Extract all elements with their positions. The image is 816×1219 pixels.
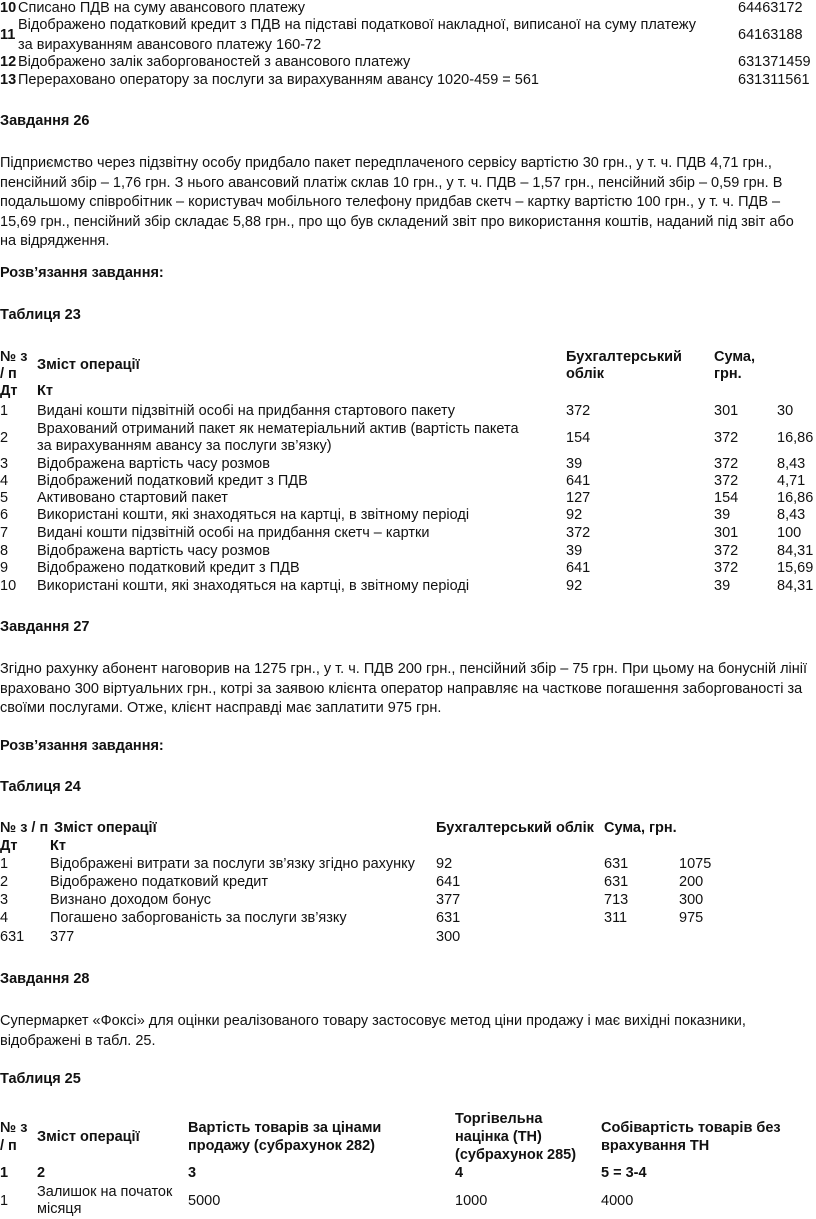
table-cell: 30: [777, 403, 794, 419]
task-heading: Завдання 27: [0, 619, 90, 635]
solution-heading: Розв’язання завдання:: [0, 738, 164, 754]
table-title: Таблиця 25: [0, 1071, 81, 1087]
table-title: Таблиця 24: [0, 779, 81, 795]
table-cell: Відображено податковий кредит з ПДВ: [37, 560, 300, 576]
table-cell: 4,71: [777, 473, 806, 489]
table-cell: 372: [714, 543, 739, 559]
table-cell: 4: [0, 473, 9, 489]
table-cell: 713: [604, 892, 629, 908]
table-cell: 641: [566, 473, 591, 489]
table-cell: 127: [566, 490, 591, 506]
table-cell: 1: [0, 403, 9, 419]
task-body: Супермаркет «Фоксі» для оцінки реалізованого товару застосовує метод ціни продажу і має вихідні показники, відображені в табл. 25.: [0, 1013, 746, 1049]
header-content: Зміст операції: [37, 357, 140, 373]
header-markup: націнка (ТН): [455, 1129, 542, 1145]
header-markup: Торгівельна: [455, 1111, 543, 1127]
table-cell: 377: [436, 892, 461, 908]
table-cell: 2: [0, 430, 9, 446]
table-cell: Відображено податковий кредит: [50, 874, 269, 890]
table-cell: Використані кошти, які знаходяться на картці, в звітному періоді: [37, 507, 470, 523]
table-cell: 300: [679, 892, 704, 908]
table-cell: 39: [714, 507, 731, 523]
header-sum: Сума,: [714, 349, 755, 365]
table-cell: 92: [566, 578, 583, 594]
table-cell: 154: [566, 430, 591, 446]
table-cell: 5: [0, 490, 9, 506]
table-cell: 7: [0, 525, 9, 541]
header-sale-value: Вартість товарів за цінами: [188, 1120, 382, 1136]
table-cell: Активовано стартовий пакет: [37, 490, 228, 506]
table-cell: 39: [566, 543, 583, 559]
row-number: 10: [0, 0, 17, 16]
table-cell: 372: [714, 456, 739, 472]
column-index: 1: [0, 1165, 9, 1181]
table-cell: 39: [566, 456, 583, 472]
table-cell: 39: [714, 578, 731, 594]
table-cell: 4000: [601, 1193, 634, 1209]
header-number: / п: [0, 1138, 17, 1154]
row-value: 64163188: [738, 27, 803, 43]
row-value: 631371459: [738, 54, 811, 70]
row-number: 13: [0, 72, 17, 88]
column-index: 2: [37, 1165, 46, 1181]
table-cell: 300: [436, 929, 461, 945]
row-text: Списано ПДВ на суму авансового платежу: [18, 0, 305, 16]
table-cell: 631: [604, 856, 629, 872]
header-credit: Кт: [50, 838, 66, 854]
table-cell: 2: [0, 874, 9, 890]
table-cell: 100: [777, 525, 802, 541]
table-cell: Видані кошти підзвітній особі на придбання скетч – картки: [37, 525, 430, 541]
header-number: / п: [0, 366, 17, 382]
table-cell: 16,86: [777, 430, 814, 446]
table-cell: 311: [604, 910, 628, 926]
row-text: Перераховано оператору за послуги за вирахуванням авансу 1020-459 = 561: [18, 72, 539, 88]
table-cell: 3: [0, 892, 9, 908]
table-cell: 1000: [455, 1193, 488, 1209]
table-cell: 301: [714, 403, 739, 419]
table-cell: 84,31: [777, 578, 814, 594]
task-heading: Завдання 26: [0, 113, 90, 129]
row-value: 631311561: [738, 72, 810, 88]
table-cell: 15,69: [777, 560, 814, 576]
table-cell: 5000: [188, 1193, 221, 1209]
table-cell: 631: [604, 874, 629, 890]
column-index: 5 = 3-4: [601, 1165, 647, 1181]
table-title: Таблиця 23: [0, 307, 81, 323]
table-cell: Визнано доходом бонус: [50, 892, 212, 908]
header-content: Зміст операції: [37, 1129, 140, 1145]
header-credit: Кт: [37, 383, 53, 399]
header-cost: Собівартість товарів без: [601, 1120, 781, 1136]
table-cell: Використані кошти, які знаходяться на картці, в звітному періоді: [37, 578, 470, 594]
table-cell: Видані кошти підзвітній особі на придбання стартового пакету: [37, 403, 456, 419]
header-accounting: Бухгалтерський: [566, 349, 682, 365]
header-sum: Сума, грн.: [604, 820, 677, 836]
task-body: Згідно рахунку абонент наговорив на 1275 грн., у т. ч. ПДВ 200 грн., пенсійний збір – 75 грн. При цьому на бонусній лінії враховано 300 віртуальних грн., котрі за заявою клієнта оператор направляє на часткове погашення заборгованості за своїми послугами. Отже, клієнт насправді має заплатити 975 грн.: [0, 661, 808, 716]
header-sale-value: продажу (субрахунок 282): [188, 1138, 375, 1154]
table-cell: 8: [0, 543, 9, 559]
table-cell: 84,31: [777, 543, 814, 559]
table-cell: Залишок на початок: [37, 1184, 173, 1200]
table-cell: 4: [0, 910, 9, 926]
table-cell: 92: [436, 856, 453, 872]
header-number: № з: [0, 349, 28, 365]
header-sum: грн.: [714, 366, 742, 382]
table-cell: 92: [566, 507, 583, 523]
row-text: Відображено податковий кредит з ПДВ на підставі податкової накладної, виписаної на суму платежу: [18, 17, 697, 33]
table-cell: 16,86: [777, 490, 814, 506]
table-cell: Відображена вартість часу розмов: [37, 543, 270, 559]
header-number: № з / п: [0, 820, 49, 836]
header-cost: врахування ТН: [601, 1138, 710, 1154]
table-cell: 1075: [679, 856, 712, 872]
row-text: за вирахуванням авансового платежу 160-72: [18, 37, 322, 53]
table-cell: Відображені витрати за послуги зв’язку згідно рахунку: [50, 856, 415, 872]
task-body: Підприємство через підзвітну особу придбало пакет передплаченого сервісу вартістю 30 грн., у т. ч. ПДВ 4,71 грн., пенсійний збір – 1,76 грн. З нього авансовий платіж склав 10 грн., у т. ч. ПДВ – 1,57 грн., пенсійний збір – 0,59 грн. В подальшому співробітник – користувач мобільного телефону придбав скетч – картку вартістю 100 грн., у т. ч. ПДВ – 15,69 грн., пенсійний збір складає 5,88 грн., про що був складений звіт про використання коштів, наданий під звіт або на відрядження.: [0, 155, 794, 249]
table-cell: Відображений податковий кредит з ПДВ: [37, 473, 308, 489]
task-heading: Завдання 28: [0, 971, 90, 987]
table-cell: Погашено заборгованість за послуги зв’язку: [50, 910, 347, 926]
row-number: 11: [0, 27, 16, 43]
table-cell: 301: [714, 525, 739, 541]
table-cell: 377: [50, 929, 75, 945]
table-cell: Врахований отриманий пакет як нематеріальний актив (вартість пакета: [37, 421, 519, 437]
row-value: 64463172: [738, 0, 803, 16]
header-accounting: облік: [566, 366, 604, 382]
table-cell: 200: [679, 874, 704, 890]
table-cell: 372: [714, 430, 739, 446]
table-cell: 641: [436, 874, 461, 890]
header-debit: Дт: [0, 838, 18, 854]
solution-heading: Розв’язання завдання:: [0, 265, 164, 281]
header-markup: (субрахунок 285): [455, 1147, 577, 1163]
table-cell: 8,43: [777, 456, 806, 472]
column-index: 3: [188, 1165, 197, 1181]
row-text: Відображено залік заборгованостей з авансового платежу: [18, 54, 411, 70]
table-cell: 372: [714, 560, 739, 576]
table-cell: 6: [0, 507, 9, 523]
table-cell: 1: [0, 1193, 9, 1209]
table-cell: 154: [714, 490, 739, 506]
column-index: 4: [455, 1165, 464, 1181]
header-accounting: Бухгалтерський облік: [436, 820, 594, 836]
table-cell: Відображена вартість часу розмов: [37, 456, 270, 472]
table-cell: 372: [714, 473, 739, 489]
table-cell: місяця: [37, 1201, 82, 1217]
header-debit: Дт: [0, 383, 18, 399]
table-cell: 372: [566, 525, 591, 541]
table-cell: 10: [0, 578, 17, 594]
table-cell: 631: [0, 929, 25, 945]
table-cell: 631: [436, 910, 461, 926]
table-cell: 372: [566, 403, 591, 419]
table-cell: 975: [679, 910, 704, 926]
header-content: Зміст операції: [54, 820, 157, 836]
table-cell: 1: [0, 856, 9, 872]
header-number: № з: [0, 1120, 28, 1136]
table-cell: 3: [0, 456, 9, 472]
row-number: 12: [0, 54, 17, 70]
table-cell: за вирахуванням авансу за послуги зв’язку): [37, 438, 332, 454]
table-cell: 8,43: [777, 507, 806, 523]
table-cell: 9: [0, 560, 9, 576]
table-cell: 641: [566, 560, 591, 576]
